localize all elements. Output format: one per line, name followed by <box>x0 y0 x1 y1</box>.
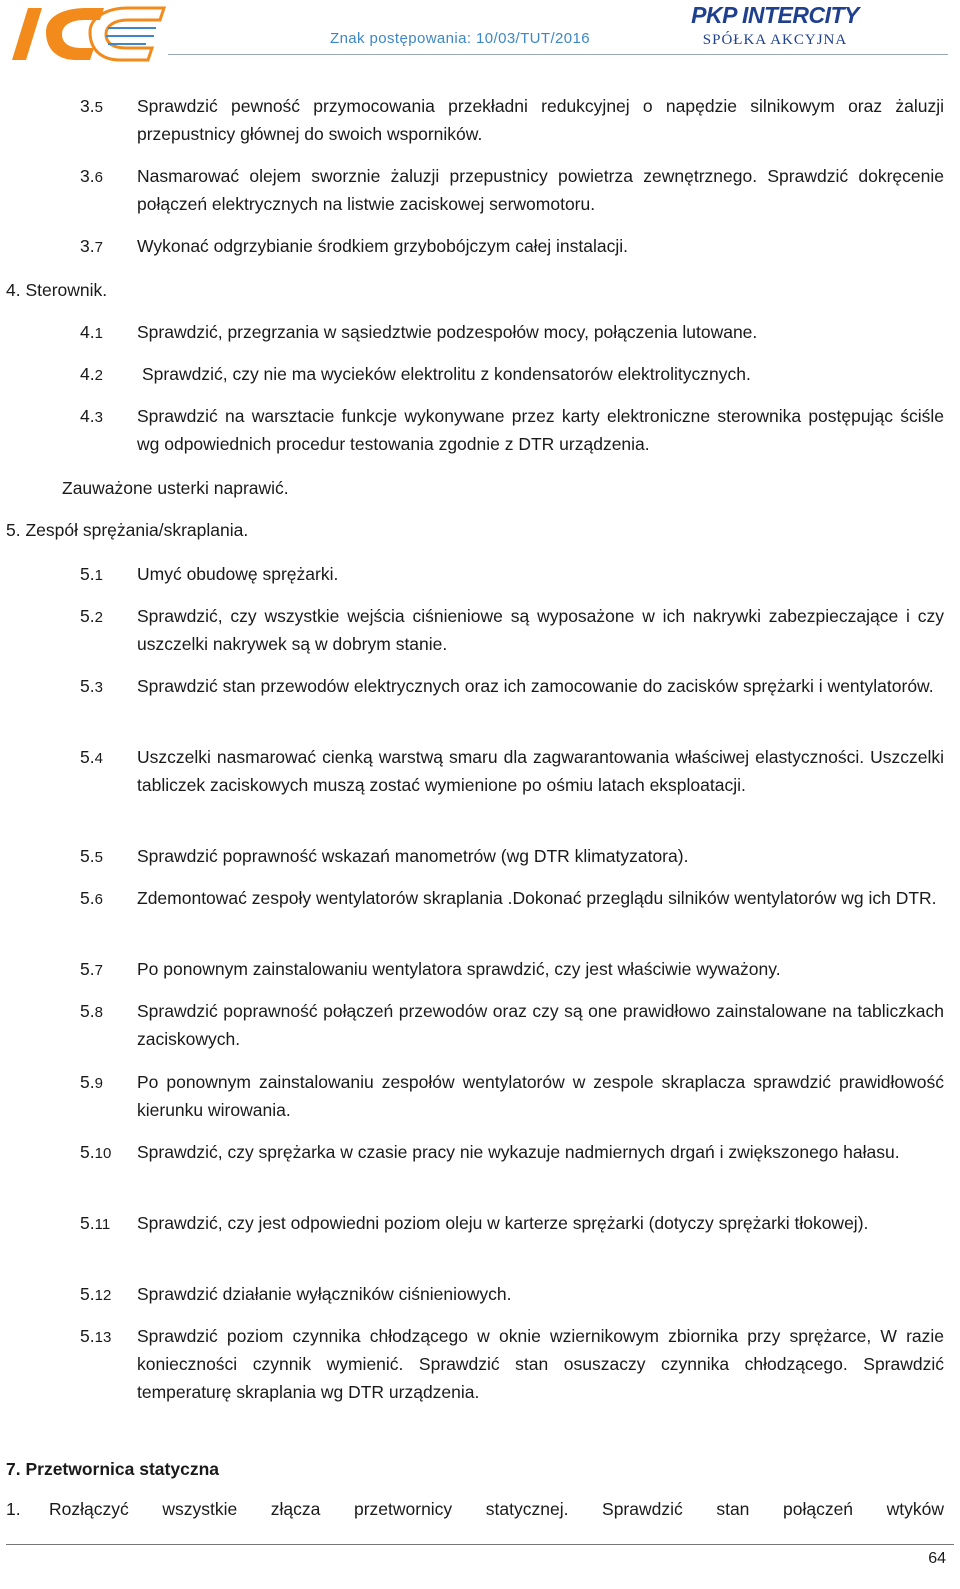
item-number: 5.11 <box>80 1213 111 1233</box>
item-text: Sprawdzić, czy nie ma wycieków elektrolitu z kondensatorów elektrolitycznych. <box>142 364 751 384</box>
brand-name: PKP INTERCITY <box>691 2 859 28</box>
item-number: 3.5 <box>80 96 103 116</box>
item-number: 5.13 <box>80 1326 112 1346</box>
case-number: Znak postępowania: 10/03/TUT/2016 <box>330 30 591 47</box>
item-text: Sprawdzić, czy wszystkie wejścia ciśnieniowe są wyposażone w ich nakrywki zabezpieczające i czy uszczelki nakrywek są w dobrym stanie. <box>137 606 944 654</box>
section-heading-7: 7. Przetwornica statyczna <box>6 1459 219 1479</box>
item-text: Po ponownym zainstalowaniu zespołów wentylatorów w zespole skraplacza sprawdzić prawidłowość kierunku wirowania. <box>137 1072 944 1120</box>
ic-logo-graphic <box>6 2 166 66</box>
item-text: Nasmarować olejem sworznie żaluzji przepustnicy powietrza zewnętrznego. Sprawdzić dokręcenie połączeń elektrycznych na listwie zaciskowej serwomotoru. <box>137 166 944 214</box>
repair-note: Zauważone usterki naprawić. <box>62 478 289 498</box>
item-text: Zdemontować zespoły wentylatorów skraplania .Dokonać przeglądu silników wentylatorów wg ich DTR. <box>137 888 937 908</box>
item-number: 5.4 <box>80 747 103 767</box>
item-number: 5.9 <box>80 1072 103 1092</box>
item-number: 5.6 <box>80 888 103 908</box>
item-number: 4.2 <box>80 364 103 384</box>
item-number: 5.5 <box>80 846 103 866</box>
ic-logo <box>6 2 166 66</box>
brand-subtitle: SPÓŁKA AKCYJNA <box>702 32 848 48</box>
item-text: Wykonać odgrzybianie środkiem grzybobójczym całej instalacji. <box>137 236 629 256</box>
item-text: Sprawdzić, czy sprężarka w czasie pracy nie wykazuje nadmiernych drgań i zwiększonego hałasu. <box>137 1142 900 1162</box>
item-text: Sprawdzić, przegrzania w sąsiedztwie podzespołów mocy, połączenia lutowane. <box>137 322 758 342</box>
item-text: Sprawdzić na warsztacie funkcje wykonywane przez karty elektroniczne sterownika postępując ściśle wg odpowiednich procedur testowania zgodnie z DTR urządzenia. <box>137 406 944 454</box>
footer-divider <box>6 1544 954 1545</box>
item-number: 5.1 <box>80 564 103 584</box>
item-text: Po ponownym zainstalowaniu wentylatora sprawdzić, czy jest właściwie wyważony. <box>137 959 781 979</box>
item-text: Sprawdzić działanie wyłączników ciśnieniowych. <box>137 1284 512 1304</box>
item-text: Uszczelki nasmarować cienką warstwą smaru dla zagwarantowania właściwej elastyczności. Uszczelki tabliczek zaciskowych muszą zostać wymienione po ośmiu latach eksploatacji. <box>137 747 944 795</box>
item-text: Rozłączyć wszystkie złącza przetwornicy statycznej. Sprawdzić stan połączeń wtyków <box>49 1499 944 1519</box>
item-number: 5.3 <box>80 676 103 696</box>
item-text: Umyć obudowę sprężarki. <box>137 564 339 584</box>
section-heading-4: 4. Sterownik. <box>6 280 108 300</box>
item-text: Sprawdzić poprawność wskazań manometrów (wg DTR klimatyzatora). <box>137 846 689 866</box>
page-number: 64 <box>928 1550 946 1567</box>
item-text: Sprawdzić poziom czynnika chłodzącego w oknie wziernikowym zbiornika przy sprężarce, W razie konieczności czynnik wymienić. Sprawdzić stan osuszaczy czynnika chłodzącego. Sprawdzić temperaturę skraplania wg DTR urządzenia. <box>137 1326 944 1402</box>
item-text: Sprawdzić stan przewodów elektrycznych oraz ich zamocowanie do zacisków sprężarki i wentylatorów. <box>137 676 934 696</box>
item-text: Sprawdzić, czy jest odpowiedni poziom oleju w karterze sprężarki (dotyczy sprężarki tłokowej). <box>137 1213 869 1233</box>
item-number: 5.2 <box>80 606 103 626</box>
item-number: 1. <box>6 1499 21 1519</box>
item-number: 3.6 <box>80 166 103 186</box>
header-divider <box>168 54 948 55</box>
item-number: 5.12 <box>80 1284 112 1304</box>
pkp-intercity-logo <box>670 2 880 50</box>
item-number: 3.7 <box>80 236 103 256</box>
item-text: Sprawdzić poprawność połączeń przewodów oraz czy są one prawidłowo zainstalowane na tabliczkach zaciskowych. <box>137 1001 944 1049</box>
item-number: 4.3 <box>80 406 103 426</box>
section-heading-5: 5. Zespół sprężania/skraplania. <box>6 520 249 540</box>
item-text: Sprawdzić pewność przymocowania przekładni redukcyjnej o napędzie silnikowym oraz żaluzji przepustnicy głównej do swoich wsporników. <box>137 96 944 144</box>
item-number: 5.8 <box>80 1001 103 1021</box>
item-number: 5.7 <box>80 959 103 979</box>
item-number: 5.10 <box>80 1142 112 1162</box>
item-number: 4.1 <box>80 322 103 342</box>
page-header <box>0 0 960 70</box>
